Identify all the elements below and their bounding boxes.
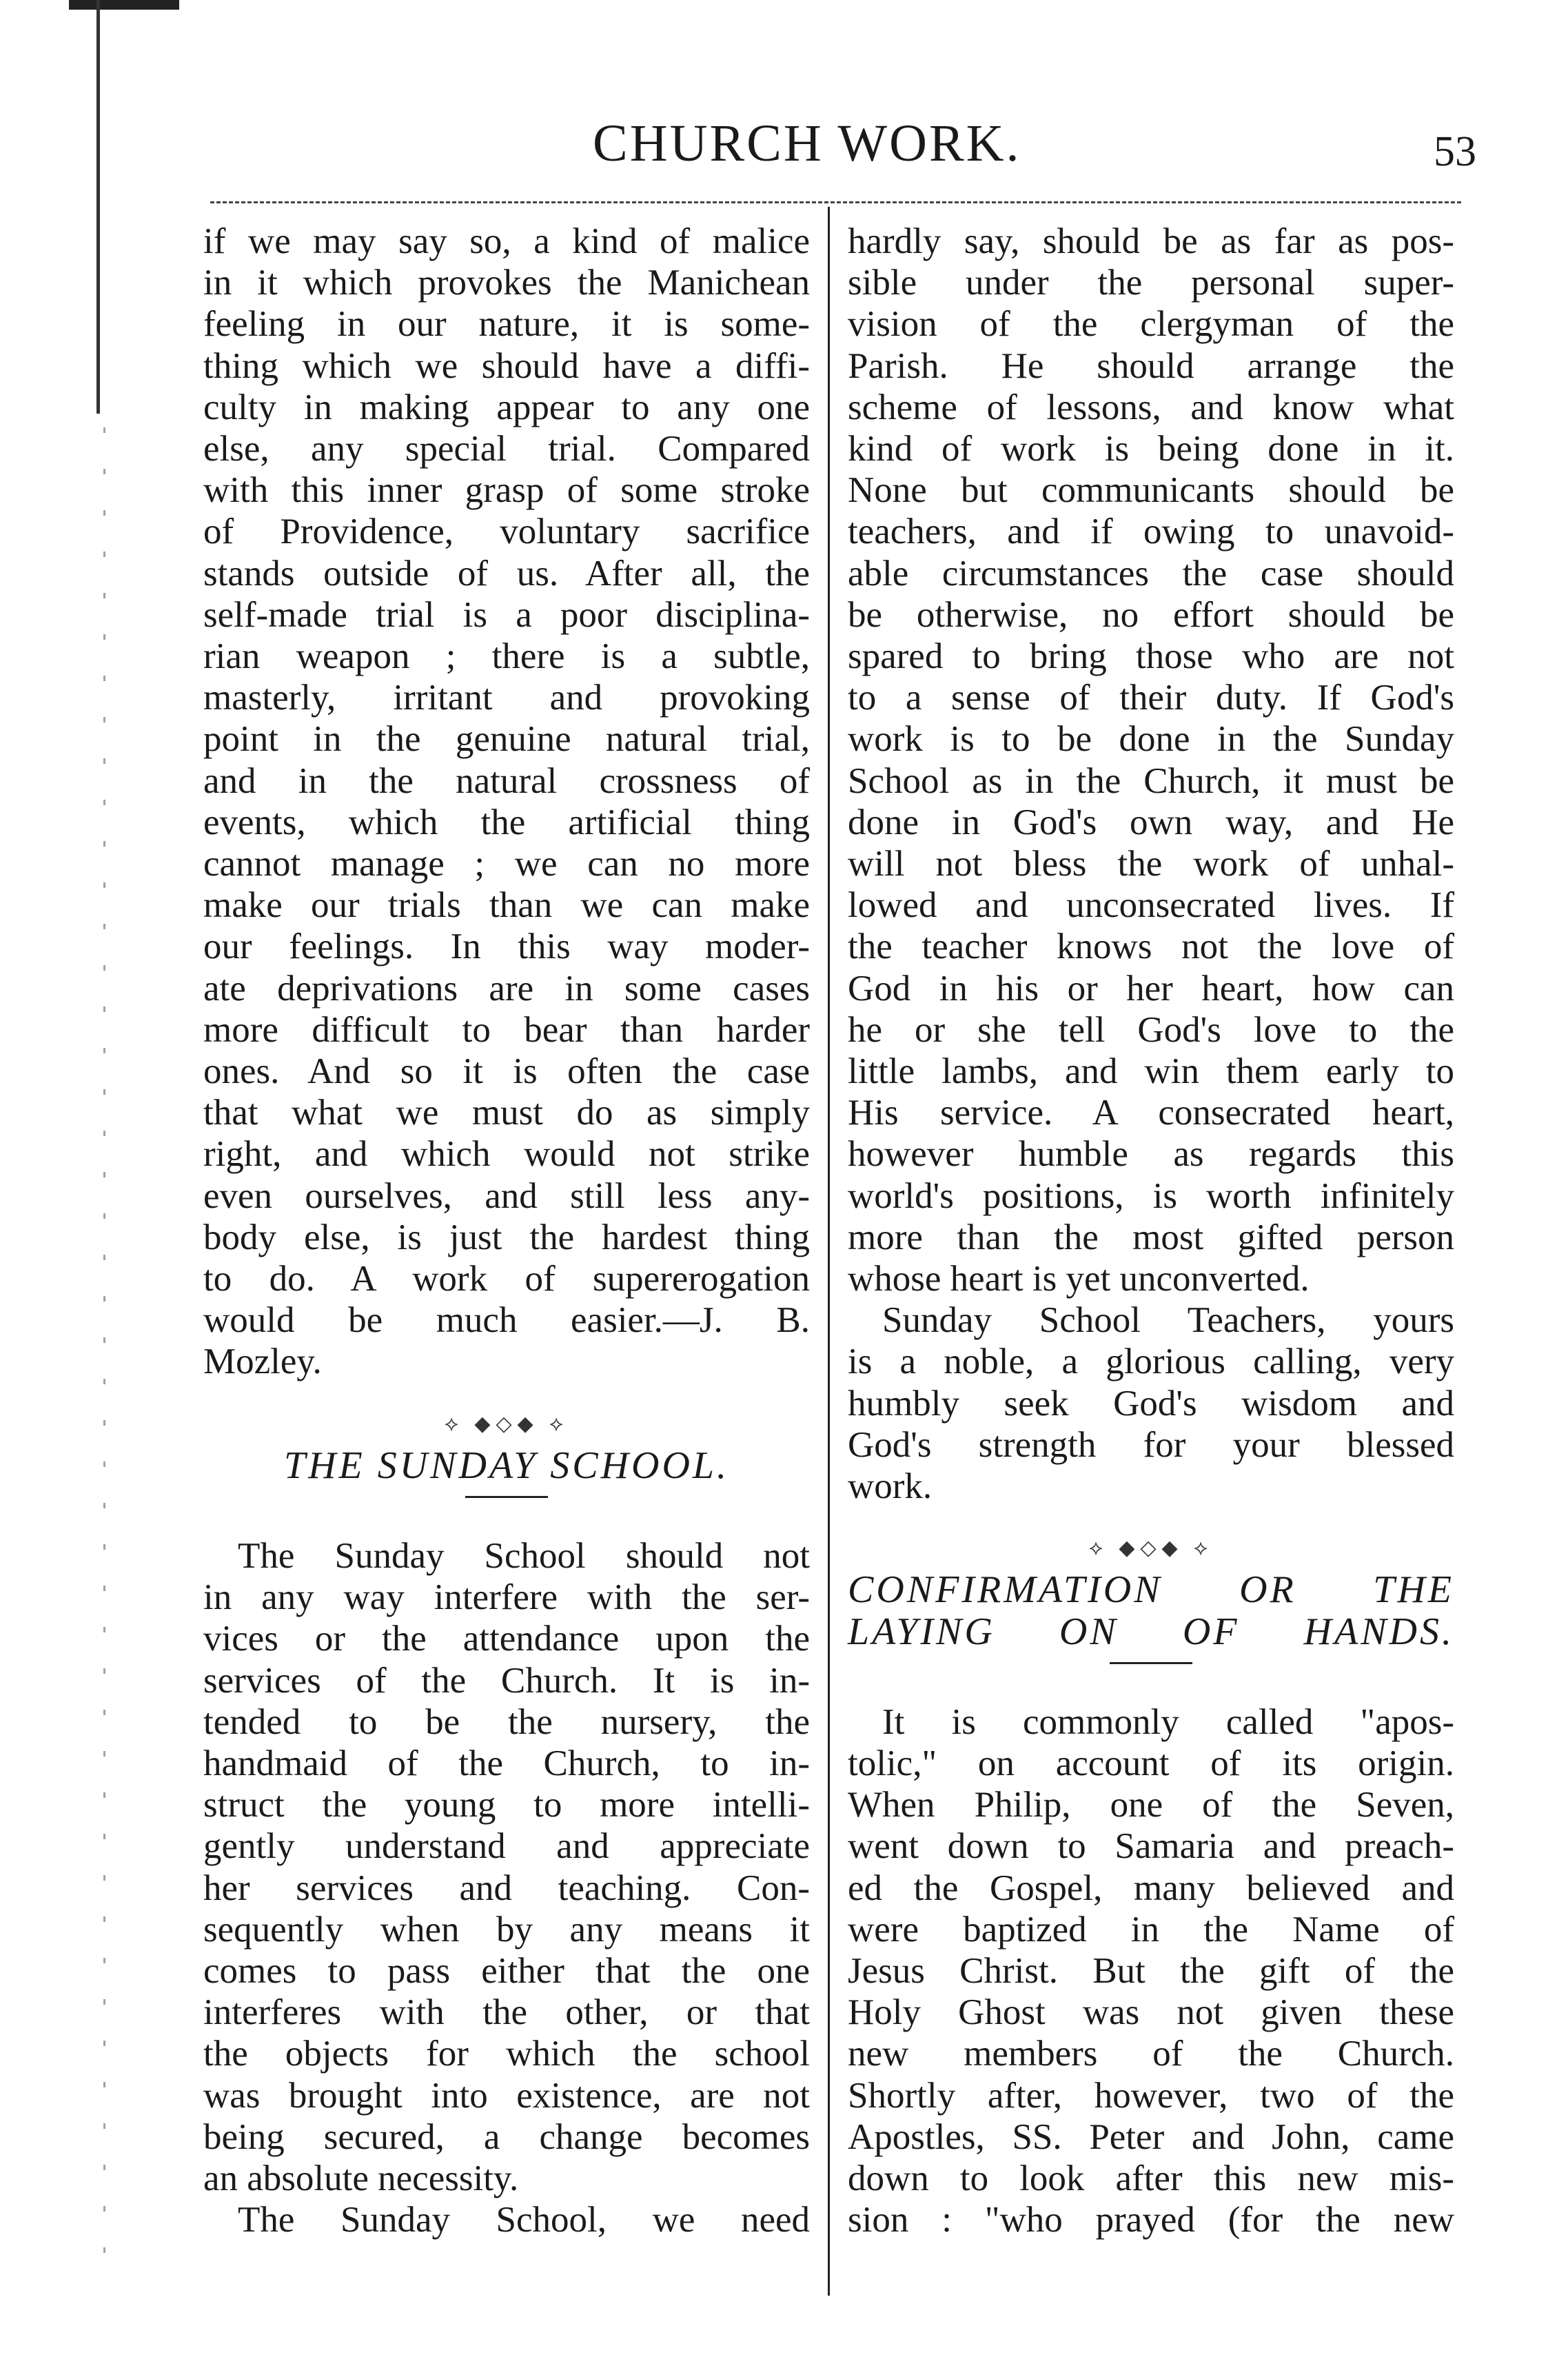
text-line: Shortly after, however, two of the <box>848 2075 1454 2116</box>
text-line: Parish. He should arrange the <box>848 345 1454 386</box>
text-line: cannot manage ; we can no more <box>203 844 810 884</box>
text-line: right, and which would not strike <box>203 1134 810 1175</box>
text-line: is a noble, a glorious calling, very <box>848 1342 1454 1382</box>
header-rule <box>210 201 1461 203</box>
text-line: Apostles, SS. Peter and John, came <box>848 2116 1454 2157</box>
right-column <box>848 221 1454 2240</box>
text-line: were baptized in the Name of <box>848 1909 1454 1950</box>
spacer <box>848 1507 1454 1528</box>
text-line: with this inner grasp of some stroke <box>203 470 810 511</box>
text-line: of Providence, voluntary sacrifice <box>203 512 810 552</box>
text-line: struct the young to more intelli- <box>203 1785 810 1825</box>
heading-confirmation <box>848 1569 1454 1652</box>
text-line: humbly seek God's wisdom and <box>848 1383 1454 1424</box>
text-line: lowed and unconsecrated lives. If <box>848 885 1454 926</box>
text-line: her services and teaching. Con- <box>203 1868 810 1908</box>
heading-line: CONFIRMATION OR THE <box>848 1568 1454 1612</box>
text-line: went down to Samaria and preach- <box>848 1826 1454 1867</box>
paragraph-supervision <box>848 221 1454 1299</box>
text-line: even ourselves, and still less any- <box>203 1175 810 1216</box>
text-line: work is to be done in the Sunday <box>848 719 1454 760</box>
text-line: ate deprivations are in some cases <box>203 968 810 1009</box>
text-line: The Sunday School, we need <box>238 2200 810 2240</box>
text-line: gently understand and appreciate <box>203 1826 810 1867</box>
text-line: scheme of lessons, and know what <box>848 387 1454 427</box>
paragraph-confirmation <box>848 1701 1454 2241</box>
text-line: our feelings. In this way moder- <box>203 927 810 967</box>
text-line: tolic," on account of its origin. <box>848 1743 1454 1783</box>
text-line: able circumstances the case should <box>848 553 1454 594</box>
text-line: in it which provokes the Manichean <box>203 263 810 303</box>
column-rule <box>828 207 830 2296</box>
text-line: When Philip, one of the Seven, <box>848 1785 1454 1825</box>
text-line: point in the genuine natural trial, <box>203 719 810 760</box>
text-line: His service. A consecrated heart, <box>848 1093 1454 1133</box>
text-line: Jesus Christ. But the gift of the <box>848 1950 1454 1991</box>
text-line: more difficult to bear than harder <box>203 1009 810 1050</box>
text-line: sible under the personal super- <box>848 263 1454 303</box>
paragraph-teachers <box>848 1299 1454 1507</box>
page-number: 53 <box>1434 128 1476 175</box>
heading-line: LAYING ON OF HANDS. <box>848 1610 1454 1653</box>
text-line: vices or the attendance upon the <box>203 1619 810 1659</box>
text-line: the objects for which the school <box>203 2034 810 2074</box>
text-line: feeling in our nature, it is some- <box>203 304 810 345</box>
text-line: if we may say so, a kind of malice <box>203 221 810 261</box>
text-line: spared to bring those who are not <box>848 636 1454 677</box>
text-line: God's strength for your blessed <box>848 1424 1454 1465</box>
text-line: ones. And so it is often the case <box>203 1051 810 1092</box>
text-line: handmaid of the Church, to in- <box>203 1743 810 1783</box>
text-line: being secured, a change becomes <box>203 2116 810 2157</box>
heading-rule <box>465 1496 548 1498</box>
text-line: whose heart is yet unconverted. <box>848 1259 1310 1299</box>
text-line: little lambs, and win them early to <box>848 1051 1454 1092</box>
text-line: would be much easier.—J. B. <box>203 1300 810 1341</box>
spacer <box>203 1383 810 1404</box>
text-line: to do. A work of supererogation <box>203 1259 810 1299</box>
text-line: None but communicants should be <box>848 470 1454 511</box>
paragraph-sunday-school <box>203 1535 810 2199</box>
text-line: stands outside of us. After all, the <box>203 553 810 594</box>
binding-edge-line <box>96 0 100 414</box>
text-line: The Sunday School should not <box>238 1535 810 1576</box>
text-line: will not bless the work of unhal- <box>848 844 1454 884</box>
text-line: teachers, and if owing to unavoid- <box>848 512 1454 552</box>
text-line: make our trials than we can make <box>203 885 810 926</box>
text-line: vision of the clergyman of the <box>848 304 1454 345</box>
text-line: Holy Ghost was not given these <box>848 1992 1454 2033</box>
binding-edge-mark <box>69 0 179 10</box>
text-line: kind of work is being done in it. <box>848 429 1454 469</box>
heading-sunday-school: THE SUNDAY SCHOOL. <box>283 1444 730 1487</box>
text-line: body else, is just the hardest thing <box>203 1217 810 1257</box>
text-line: new members of the Church. <box>848 2034 1454 2074</box>
text-line: Mozley. <box>203 1342 322 1382</box>
text-line: comes to pass either that the one <box>203 1950 810 1991</box>
text-line: God in his or her heart, how can <box>848 968 1454 1009</box>
text-line: sion : "who prayed (for the new <box>848 2200 1454 2240</box>
text-line: rian weapon ; there is a subtle, <box>203 636 810 677</box>
text-line: be otherwise, no effort should be <box>848 594 1454 635</box>
text-line: was brought into existence, are not <box>203 2075 810 2116</box>
text-line: culty in making appear to any one <box>203 387 810 427</box>
text-line: done in God's own way, and He <box>848 802 1454 842</box>
text-line: School as in the Church, it must be <box>848 760 1454 801</box>
text-line: self-made trial is a poor disciplina- <box>203 594 810 635</box>
text-line: to a sense of their duty. If God's <box>848 678 1454 718</box>
text-line: sequently when by any means it <box>203 1909 810 1950</box>
text-line: thing which we should have a diffi- <box>203 345 810 386</box>
text-line: work. <box>848 1466 933 1507</box>
binding-edge-specks <box>103 427 105 2289</box>
text-line: hardly say, should be as far as pos- <box>848 221 1454 261</box>
text-line: that what we must do as simply <box>203 1093 810 1133</box>
text-line: an absolute necessity. <box>203 2158 519 2198</box>
text-line: he or she tell God's love to the <box>848 1009 1454 1050</box>
text-line: interferes with the other, or that <box>203 1992 810 2033</box>
paragraph-sunday-school-cont <box>203 2199 810 2240</box>
text-line: world's positions, is worth infinitely <box>848 1175 1454 1216</box>
text-line: in any way interfere with the ser- <box>203 1577 810 1618</box>
text-line: else, any special trial. Compared <box>203 429 810 469</box>
left-column <box>203 221 810 2240</box>
text-line: however humble as regards this <box>848 1134 1454 1175</box>
text-line: down to look after this new mis- <box>848 2158 1454 2198</box>
paragraph-mozley-quote <box>203 221 810 1383</box>
running-header: CHURCH WORK. <box>593 114 1021 172</box>
heading-rule <box>1110 1662 1192 1664</box>
text-line: events, which the artificial thing <box>203 802 810 842</box>
text-line: and in the natural crossness of <box>203 760 810 801</box>
text-line: more than the most gifted person <box>848 1217 1454 1257</box>
text-line: It is commonly called "apos- <box>882 1701 1454 1742</box>
ornament-divider: ⟡ ◆◇◆ ⟡ <box>445 1412 569 1435</box>
text-line: ed the Gospel, many believed and <box>848 1868 1454 1908</box>
text-line: masterly, irritant and provoking <box>203 678 810 718</box>
ornament-divider: ⟡ ◆◇◆ ⟡ <box>1089 1537 1213 1560</box>
text-line: the teacher knows not the love of <box>848 927 1454 967</box>
text-line: services of the Church. It is in- <box>203 1660 810 1701</box>
text-line: Sunday School Teachers, yours <box>882 1300 1454 1341</box>
text-line: tended to be the nursery, the <box>203 1701 810 1742</box>
